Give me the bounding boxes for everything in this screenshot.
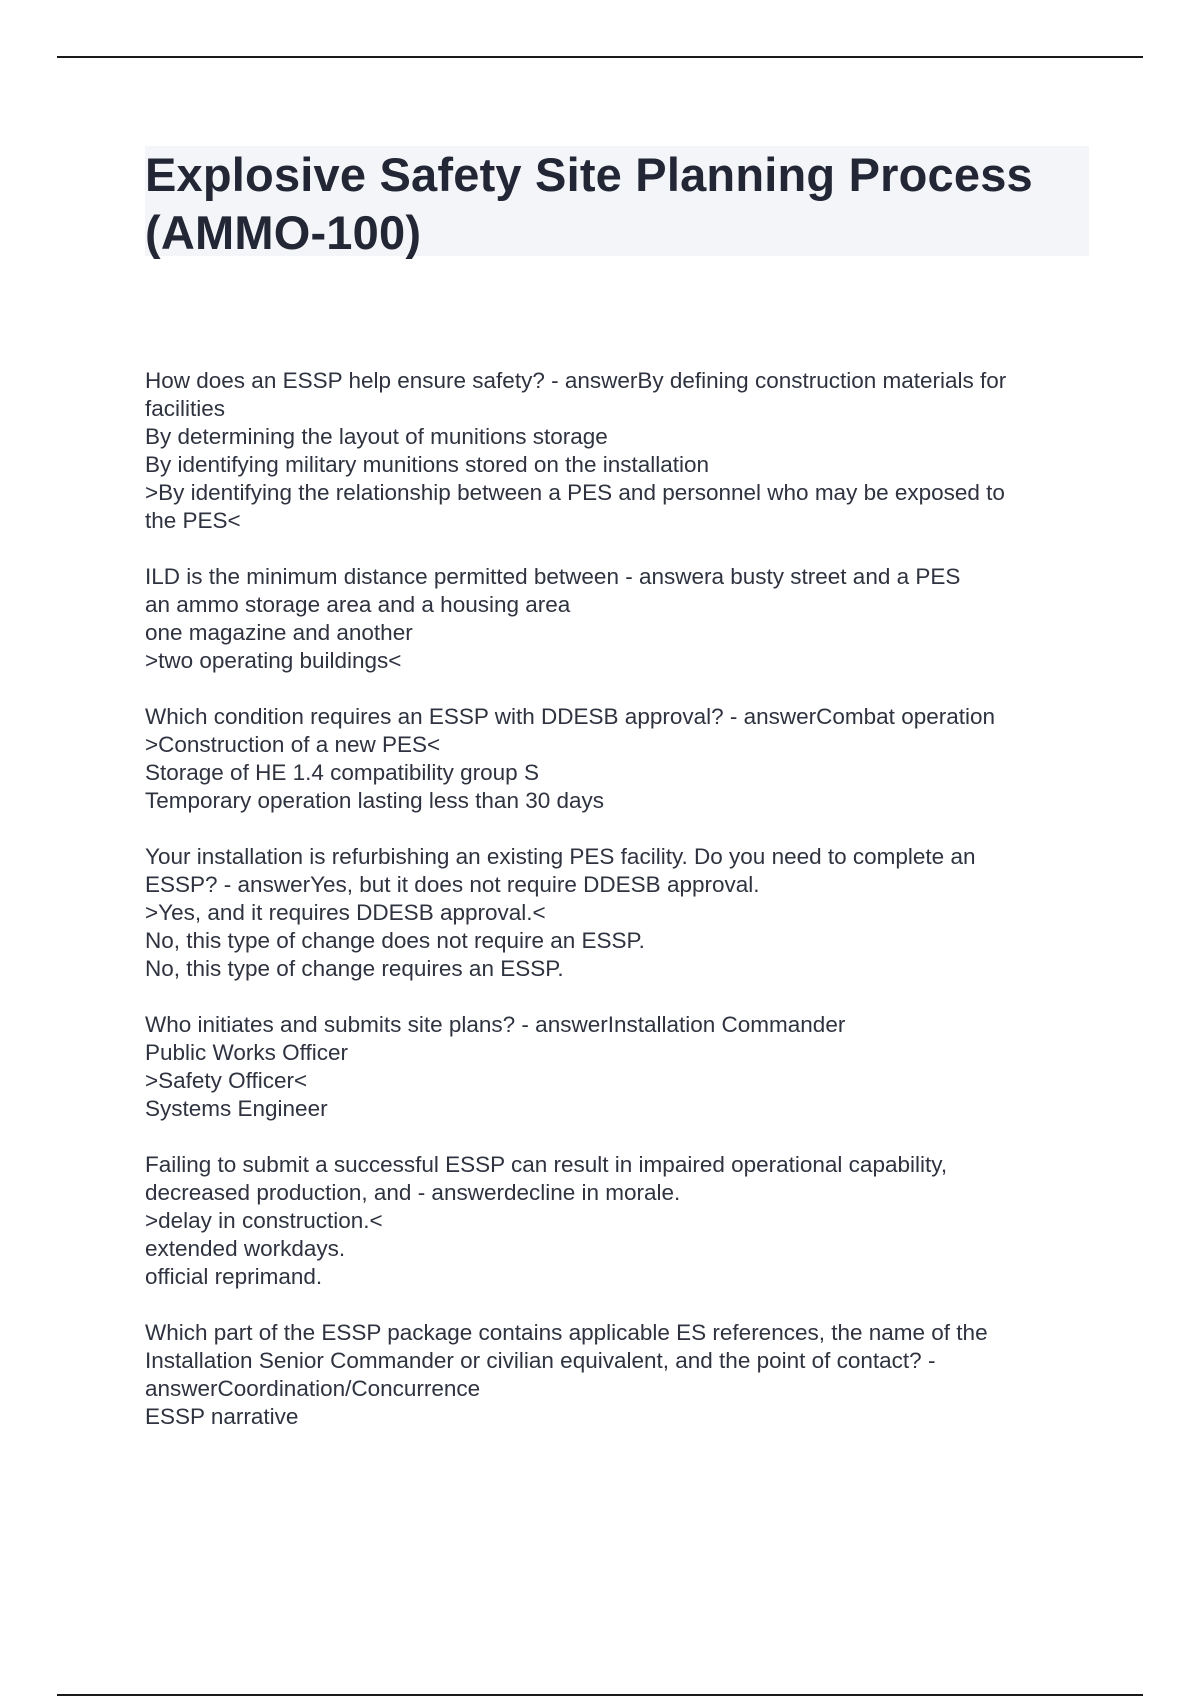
qa-line: ESSP? - answerYes, but it does not require DDESB approval. [145, 872, 760, 897]
qa-line: an ammo storage area and a housing area [145, 592, 571, 617]
qa-line: No, this type of change does not require an ESSP. [145, 928, 645, 953]
qa-line: >Construction of a new PES< [145, 732, 441, 757]
qa-content [145, 367, 1085, 1459]
qa-line: No, this type of change requires an ESSP. [145, 956, 564, 981]
title-banner [145, 146, 1089, 259]
qa-line: extended workdays. [145, 1236, 346, 1261]
qa-item [145, 1011, 1085, 1123]
qa-line: Temporary operation lasting less than 30 days [145, 788, 605, 813]
qa-line: ILD is the minimum distance permitted between - answera busty street and a PES [145, 564, 961, 589]
qa-line: Which part of the ESSP package contains applicable ES references, the name of the [145, 1320, 988, 1345]
qa-line: Who initiates and submits site plans? - answerInstallation Commander [145, 1012, 846, 1037]
qa-line: Failing to submit a successful ESSP can result in impaired operational capability, [145, 1152, 948, 1177]
qa-item [145, 843, 1085, 983]
qa-line: >delay in construction.< [145, 1208, 383, 1233]
bottom-rule [57, 1694, 1143, 1696]
qa-line: ESSP narrative [145, 1404, 299, 1429]
qa-line: By identifying military munitions stored on the installation [145, 452, 710, 477]
qa-line: Installation Senior Commander or civilian equivalent, and the point of contact? - [145, 1348, 936, 1373]
qa-line: By determining the layout of munitions storage [145, 424, 608, 449]
qa-line: official reprimand. [145, 1264, 323, 1289]
top-rule [57, 56, 1143, 58]
qa-item [145, 703, 1085, 815]
page-title: Explosive Safety Site Planning Process (AMMO-100) [145, 148, 1033, 259]
qa-line: >By identifying the relationship between a PES and personnel who may be exposed to [145, 480, 1005, 505]
qa-line: Systems Engineer [145, 1096, 328, 1121]
qa-line: Public Works Officer [145, 1040, 348, 1065]
qa-line: Your installation is refurbishing an existing PES facility. Do you need to complete an [145, 844, 976, 869]
qa-item [145, 563, 1085, 675]
qa-line: Storage of HE 1.4 compatibility group S [145, 760, 539, 785]
qa-line: answerCoordination/Concurrence [145, 1376, 481, 1401]
qa-line: one magazine and another [145, 620, 413, 645]
qa-line: the PES< [145, 508, 241, 533]
qa-line: decreased production, and - answerdecline in morale. [145, 1180, 681, 1205]
qa-line: facilities [145, 396, 226, 421]
qa-line: Which condition requires an ESSP with DDESB approval? - answerCombat operation [145, 704, 996, 729]
qa-item [145, 1319, 1085, 1431]
qa-line: >Yes, and it requires DDESB approval.< [145, 900, 546, 925]
qa-item [145, 367, 1085, 535]
qa-line: >two operating buildings< [145, 648, 402, 673]
qa-item [145, 1151, 1085, 1291]
qa-line: >Safety Officer< [145, 1068, 308, 1093]
qa-line: How does an ESSP help ensure safety? - answerBy defining construction materials for [145, 368, 1007, 393]
